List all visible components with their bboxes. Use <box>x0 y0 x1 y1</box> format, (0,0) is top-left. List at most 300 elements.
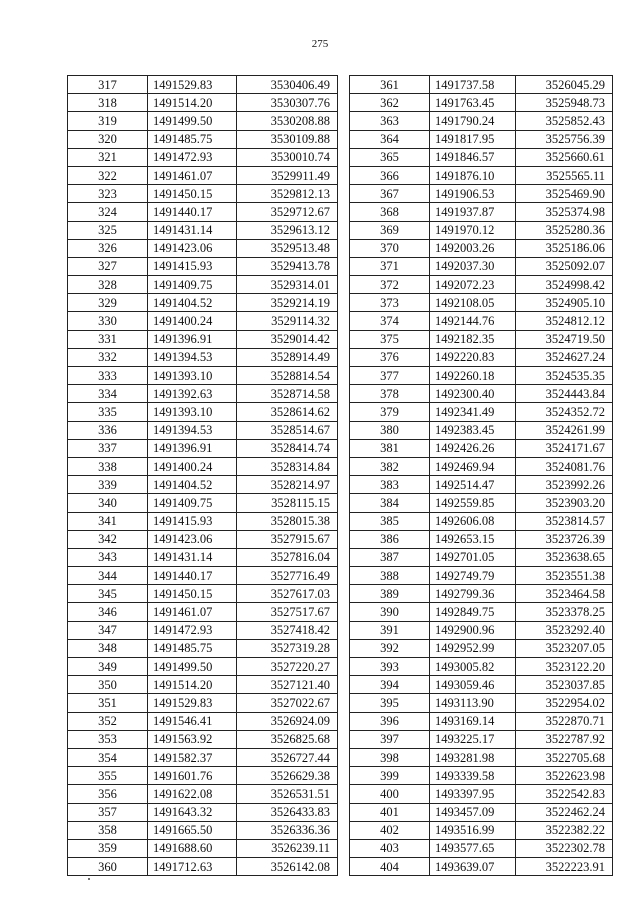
y-coordinate-cell: 3524171.67 <box>516 439 613 457</box>
x-coordinate-cell: 1491737.58 <box>430 76 516 94</box>
x-coordinate-cell: 1491601.76 <box>148 767 237 785</box>
table-row <box>350 203 613 221</box>
x-coordinate-cell: 1491440.17 <box>148 567 237 585</box>
point-number-cell: 348 <box>68 639 148 657</box>
y-coordinate-cell: 3524719.50 <box>516 330 613 348</box>
x-coordinate-cell: 1493113.90 <box>430 694 516 712</box>
y-coordinate-cell: 3522382.22 <box>516 821 613 839</box>
y-coordinate-cell: 3525469.90 <box>516 185 613 203</box>
table-row <box>68 567 338 585</box>
table-row <box>350 166 613 184</box>
x-coordinate-cell: 1491790.24 <box>430 112 516 130</box>
x-coordinate-cell: 1491396.91 <box>148 330 237 348</box>
point-number-cell: 382 <box>350 457 430 475</box>
table-row <box>68 76 338 94</box>
y-coordinate-cell: 3528214.97 <box>237 476 338 494</box>
point-number-cell: 342 <box>68 530 148 548</box>
table-row <box>350 385 613 403</box>
y-coordinate-cell: 3524261.99 <box>516 421 613 439</box>
table-row <box>68 548 338 566</box>
point-number-cell: 345 <box>68 585 148 603</box>
y-coordinate-cell: 3527220.27 <box>237 658 338 676</box>
point-number-cell: 392 <box>350 639 430 657</box>
table-row <box>68 166 338 184</box>
point-number-cell: 318 <box>68 94 148 112</box>
point-number-cell: 394 <box>350 676 430 694</box>
table-row <box>68 330 338 348</box>
x-coordinate-cell: 1492900.96 <box>430 621 516 639</box>
table-row <box>350 148 613 166</box>
table-row <box>350 658 613 676</box>
point-number-cell: 335 <box>68 403 148 421</box>
y-coordinate-cell: 3523551.38 <box>516 567 613 585</box>
x-coordinate-cell: 1491817.95 <box>430 130 516 148</box>
y-coordinate-cell: 3529413.78 <box>237 257 338 275</box>
y-coordinate-cell: 3522223.91 <box>516 858 613 876</box>
y-coordinate-cell: 3528314.84 <box>237 457 338 475</box>
point-number-cell: 391 <box>350 621 430 639</box>
point-number-cell: 338 <box>68 457 148 475</box>
table-row <box>68 639 338 657</box>
table-row <box>350 421 613 439</box>
table-row <box>350 276 613 294</box>
x-coordinate-cell: 1492952.99 <box>430 639 516 657</box>
x-coordinate-cell: 1491472.93 <box>148 148 237 166</box>
y-coordinate-cell: 3526629.38 <box>237 767 338 785</box>
point-number-cell: 330 <box>68 312 148 330</box>
table-row <box>350 457 613 475</box>
table-row <box>68 94 338 112</box>
y-coordinate-cell: 3526825.68 <box>237 730 338 748</box>
point-number-cell: 323 <box>68 185 148 203</box>
table-row <box>68 694 338 712</box>
x-coordinate-cell: 1491622.08 <box>148 785 237 803</box>
x-coordinate-cell: 1492606.08 <box>430 512 516 530</box>
point-number-cell: 397 <box>350 730 430 748</box>
y-coordinate-cell: 3522542.83 <box>516 785 613 803</box>
table-row <box>68 203 338 221</box>
x-coordinate-cell: 1491440.17 <box>148 203 237 221</box>
x-coordinate-cell: 1491431.14 <box>148 221 237 239</box>
x-coordinate-cell: 1493577.65 <box>430 839 516 857</box>
point-number-cell: 398 <box>350 748 430 766</box>
table-row <box>350 185 613 203</box>
point-number-cell: 354 <box>68 748 148 766</box>
x-coordinate-cell: 1491396.91 <box>148 439 237 457</box>
table-row <box>350 367 613 385</box>
table-row <box>68 439 338 457</box>
point-number-cell: 375 <box>350 330 430 348</box>
point-number-cell: 362 <box>350 94 430 112</box>
table-row <box>68 112 338 130</box>
x-coordinate-cell: 1492300.40 <box>430 385 516 403</box>
point-number-cell: 402 <box>350 821 430 839</box>
table-row <box>68 148 338 166</box>
point-number-cell: 329 <box>68 294 148 312</box>
x-coordinate-cell: 1491461.07 <box>148 166 237 184</box>
table-row <box>350 821 613 839</box>
table-row <box>350 567 613 585</box>
y-coordinate-cell: 3526924.09 <box>237 712 338 730</box>
y-coordinate-cell: 3530406.49 <box>237 76 338 94</box>
x-coordinate-cell: 1491485.75 <box>148 639 237 657</box>
x-coordinate-cell: 1492260.18 <box>430 367 516 385</box>
point-number-cell: 325 <box>68 221 148 239</box>
point-number-cell: 403 <box>350 839 430 857</box>
y-coordinate-cell: 3523814.57 <box>516 512 613 530</box>
point-number-cell: 404 <box>350 858 430 876</box>
x-coordinate-cell: 1492701.05 <box>430 548 516 566</box>
y-coordinate-cell: 3523207.05 <box>516 639 613 657</box>
x-coordinate-cell: 1491712.63 <box>148 858 237 876</box>
point-number-cell: 343 <box>68 548 148 566</box>
y-coordinate-cell: 3524812.12 <box>516 312 613 330</box>
point-number-cell: 377 <box>350 367 430 385</box>
y-coordinate-cell: 3529911.49 <box>237 166 338 184</box>
point-number-cell: 385 <box>350 512 430 530</box>
y-coordinate-cell: 3522705.68 <box>516 748 613 766</box>
point-number-cell: 366 <box>350 166 430 184</box>
y-coordinate-cell: 3523903.20 <box>516 494 613 512</box>
y-coordinate-cell: 3522954.02 <box>516 694 613 712</box>
x-coordinate-cell: 1491643.32 <box>148 803 237 821</box>
y-coordinate-cell: 3527617.03 <box>237 585 338 603</box>
table-row <box>68 403 338 421</box>
table-row <box>350 748 613 766</box>
y-coordinate-cell: 3528614.62 <box>237 403 338 421</box>
table-row <box>350 239 613 257</box>
table-row <box>68 821 338 839</box>
x-coordinate-cell: 1493005.82 <box>430 658 516 676</box>
y-coordinate-cell: 3523726.39 <box>516 530 613 548</box>
point-number-cell: 327 <box>68 257 148 275</box>
point-number-cell: 317 <box>68 76 148 94</box>
x-coordinate-cell: 1491415.93 <box>148 512 237 530</box>
point-number-cell: 334 <box>68 385 148 403</box>
point-number-cell: 373 <box>350 294 430 312</box>
point-number-cell: 357 <box>68 803 148 821</box>
y-coordinate-cell: 3529214.19 <box>237 294 338 312</box>
scan-speck <box>88 878 90 880</box>
y-coordinate-cell: 3525280.36 <box>516 221 613 239</box>
x-coordinate-cell: 1492037.30 <box>430 257 516 275</box>
point-number-cell: 376 <box>350 348 430 366</box>
x-coordinate-cell: 1491404.52 <box>148 294 237 312</box>
point-number-cell: 337 <box>68 439 148 457</box>
table-row <box>68 367 338 385</box>
y-coordinate-cell: 3525092.07 <box>516 257 613 275</box>
point-number-cell: 351 <box>68 694 148 712</box>
point-number-cell: 390 <box>350 603 430 621</box>
x-coordinate-cell: 1492514.47 <box>430 476 516 494</box>
table-row <box>350 839 613 857</box>
point-number-cell: 386 <box>350 530 430 548</box>
point-number-cell: 358 <box>68 821 148 839</box>
y-coordinate-cell: 3526045.29 <box>516 76 613 94</box>
y-coordinate-cell: 3524905.10 <box>516 294 613 312</box>
x-coordinate-cell: 1491409.75 <box>148 276 237 294</box>
y-coordinate-cell: 3526531.51 <box>237 785 338 803</box>
table-row <box>68 348 338 366</box>
point-number-cell: 321 <box>68 148 148 166</box>
y-coordinate-cell: 3528015.38 <box>237 512 338 530</box>
y-coordinate-cell: 3527716.49 <box>237 567 338 585</box>
x-coordinate-cell: 1491846.57 <box>430 148 516 166</box>
page-number: 275 <box>311 38 329 50</box>
point-number-cell: 339 <box>68 476 148 494</box>
table-row <box>68 221 338 239</box>
x-coordinate-cell: 1491499.50 <box>148 112 237 130</box>
x-coordinate-cell: 1491514.20 <box>148 676 237 694</box>
x-coordinate-cell: 1492144.76 <box>430 312 516 330</box>
y-coordinate-cell: 3528914.49 <box>237 348 338 366</box>
y-coordinate-cell: 3523292.40 <box>516 621 613 639</box>
y-coordinate-cell: 3524352.72 <box>516 403 613 421</box>
point-number-cell: 365 <box>350 148 430 166</box>
point-number-cell: 369 <box>350 221 430 239</box>
point-number-cell: 367 <box>350 185 430 203</box>
point-number-cell: 359 <box>68 839 148 857</box>
table-row <box>68 676 338 694</box>
table-row <box>68 385 338 403</box>
y-coordinate-cell: 3529314.01 <box>237 276 338 294</box>
point-number-cell: 322 <box>68 166 148 184</box>
table-row <box>68 839 338 857</box>
point-number-cell: 383 <box>350 476 430 494</box>
table-row <box>68 712 338 730</box>
point-number-cell: 332 <box>68 348 148 366</box>
point-number-cell: 347 <box>68 621 148 639</box>
table-row <box>68 312 338 330</box>
table-row <box>68 858 338 876</box>
y-coordinate-cell: 3523122.20 <box>516 658 613 676</box>
table-row <box>68 457 338 475</box>
table-row <box>68 730 338 748</box>
table-row <box>68 512 338 530</box>
x-coordinate-cell: 1491472.93 <box>148 621 237 639</box>
table-row <box>350 530 613 548</box>
table-row <box>350 494 613 512</box>
x-coordinate-cell: 1491415.93 <box>148 257 237 275</box>
x-coordinate-cell: 1491876.10 <box>430 166 516 184</box>
y-coordinate-cell: 3530307.76 <box>237 94 338 112</box>
table-row <box>350 730 613 748</box>
point-number-cell: 326 <box>68 239 148 257</box>
x-coordinate-cell: 1491499.50 <box>148 658 237 676</box>
x-coordinate-cell: 1491688.60 <box>148 839 237 857</box>
x-coordinate-cell: 1492559.85 <box>430 494 516 512</box>
table-row <box>68 130 338 148</box>
point-number-cell: 353 <box>68 730 148 748</box>
point-number-cell: 356 <box>68 785 148 803</box>
table-row <box>350 76 613 94</box>
table-row <box>350 294 613 312</box>
y-coordinate-cell: 3526433.83 <box>237 803 338 821</box>
y-coordinate-cell: 3527915.67 <box>237 530 338 548</box>
table-row <box>350 712 613 730</box>
x-coordinate-cell: 1493639.07 <box>430 858 516 876</box>
point-number-cell: 372 <box>350 276 430 294</box>
x-coordinate-cell: 1491461.07 <box>148 603 237 621</box>
y-coordinate-cell: 3526142.08 <box>237 858 338 876</box>
table-row <box>68 585 338 603</box>
table-row <box>68 294 338 312</box>
y-coordinate-cell: 3529014.42 <box>237 330 338 348</box>
x-coordinate-cell: 1491400.24 <box>148 457 237 475</box>
point-number-cell: 378 <box>350 385 430 403</box>
x-coordinate-cell: 1491546.41 <box>148 712 237 730</box>
point-number-cell: 336 <box>68 421 148 439</box>
y-coordinate-cell: 3529613.12 <box>237 221 338 239</box>
table-row <box>68 257 338 275</box>
y-coordinate-cell: 3527418.42 <box>237 621 338 639</box>
table-row <box>350 803 613 821</box>
table-row <box>350 257 613 275</box>
table-row <box>68 803 338 821</box>
x-coordinate-cell: 1492849.75 <box>430 603 516 621</box>
table-row <box>350 548 613 566</box>
x-coordinate-cell: 1493516.99 <box>430 821 516 839</box>
y-coordinate-cell: 3530109.88 <box>237 130 338 148</box>
x-coordinate-cell: 1491431.14 <box>148 548 237 566</box>
point-number-cell: 360 <box>68 858 148 876</box>
point-number-cell: 371 <box>350 257 430 275</box>
point-number-cell: 319 <box>68 112 148 130</box>
y-coordinate-cell: 3525565.11 <box>516 166 613 184</box>
table-row <box>68 276 338 294</box>
point-number-cell: 380 <box>350 421 430 439</box>
x-coordinate-cell: 1491665.50 <box>148 821 237 839</box>
y-coordinate-cell: 3528414.74 <box>237 439 338 457</box>
point-number-cell: 401 <box>350 803 430 821</box>
table-row <box>68 767 338 785</box>
x-coordinate-cell: 1491404.52 <box>148 476 237 494</box>
x-coordinate-cell: 1493457.09 <box>430 803 516 821</box>
table-row <box>350 767 613 785</box>
x-coordinate-cell: 1491563.92 <box>148 730 237 748</box>
table-row <box>350 476 613 494</box>
table-row <box>68 421 338 439</box>
table-row <box>350 130 613 148</box>
point-number-cell: 340 <box>68 494 148 512</box>
y-coordinate-cell: 3522623.98 <box>516 767 613 785</box>
y-coordinate-cell: 3530208.88 <box>237 112 338 130</box>
point-number-cell: 389 <box>350 585 430 603</box>
x-coordinate-cell: 1492220.83 <box>430 348 516 366</box>
x-coordinate-cell: 1491409.75 <box>148 494 237 512</box>
table-row <box>350 603 613 621</box>
y-coordinate-cell: 3522462.24 <box>516 803 613 821</box>
x-coordinate-cell: 1491392.63 <box>148 385 237 403</box>
point-number-cell: 379 <box>350 403 430 421</box>
y-coordinate-cell: 3527517.67 <box>237 603 338 621</box>
x-coordinate-cell: 1492653.15 <box>430 530 516 548</box>
point-number-cell: 324 <box>68 203 148 221</box>
table-row <box>350 403 613 421</box>
y-coordinate-cell: 3524535.35 <box>516 367 613 385</box>
y-coordinate-cell: 3529812.13 <box>237 185 338 203</box>
x-coordinate-cell: 1491393.10 <box>148 367 237 385</box>
coordinate-table-left <box>67 75 338 876</box>
y-coordinate-cell: 3527319.28 <box>237 639 338 657</box>
y-coordinate-cell: 3524998.42 <box>516 276 613 294</box>
x-coordinate-cell: 1491529.83 <box>148 76 237 94</box>
y-coordinate-cell: 3525660.61 <box>516 148 613 166</box>
x-coordinate-cell: 1492072.23 <box>430 276 516 294</box>
y-coordinate-cell: 3523037.85 <box>516 676 613 694</box>
point-number-cell: 388 <box>350 567 430 585</box>
table-row <box>68 476 338 494</box>
y-coordinate-cell: 3523464.58 <box>516 585 613 603</box>
x-coordinate-cell: 1492003.26 <box>430 239 516 257</box>
table-row <box>350 676 613 694</box>
x-coordinate-cell: 1492469.94 <box>430 457 516 475</box>
x-coordinate-cell: 1493339.58 <box>430 767 516 785</box>
x-coordinate-cell: 1492749.79 <box>430 567 516 585</box>
y-coordinate-cell: 3527022.67 <box>237 694 338 712</box>
x-coordinate-cell: 1493225.17 <box>430 730 516 748</box>
point-number-cell: 361 <box>350 76 430 94</box>
x-coordinate-cell: 1491400.24 <box>148 312 237 330</box>
y-coordinate-cell: 3524443.84 <box>516 385 613 403</box>
y-coordinate-cell: 3525756.39 <box>516 130 613 148</box>
y-coordinate-cell: 3528814.54 <box>237 367 338 385</box>
x-coordinate-cell: 1493397.95 <box>430 785 516 803</box>
point-number-cell: 384 <box>350 494 430 512</box>
x-coordinate-cell: 1491423.06 <box>148 239 237 257</box>
point-number-cell: 349 <box>68 658 148 676</box>
table-row <box>350 439 613 457</box>
x-coordinate-cell: 1493059.46 <box>430 676 516 694</box>
table-row <box>350 312 613 330</box>
point-number-cell: 331 <box>68 330 148 348</box>
y-coordinate-cell: 3527121.40 <box>237 676 338 694</box>
point-number-cell: 352 <box>68 712 148 730</box>
point-number-cell: 350 <box>68 676 148 694</box>
x-coordinate-cell: 1493169.14 <box>430 712 516 730</box>
y-coordinate-cell: 3524627.24 <box>516 348 613 366</box>
x-coordinate-cell: 1491529.83 <box>148 694 237 712</box>
y-coordinate-cell: 3523638.65 <box>516 548 613 566</box>
point-number-cell: 368 <box>350 203 430 221</box>
table-row <box>350 512 613 530</box>
x-coordinate-cell: 1492799.36 <box>430 585 516 603</box>
point-number-cell: 395 <box>350 694 430 712</box>
table-body-left <box>68 76 338 876</box>
y-coordinate-cell: 3523378.25 <box>516 603 613 621</box>
x-coordinate-cell: 1491970.12 <box>430 221 516 239</box>
point-number-cell: 320 <box>68 130 148 148</box>
y-coordinate-cell: 3524081.76 <box>516 457 613 475</box>
y-coordinate-cell: 3529114.32 <box>237 312 338 330</box>
table-row <box>350 112 613 130</box>
x-coordinate-cell: 1491514.20 <box>148 94 237 112</box>
y-coordinate-cell: 3529513.48 <box>237 239 338 257</box>
point-number-cell: 400 <box>350 785 430 803</box>
table-row <box>68 530 338 548</box>
table-row <box>350 694 613 712</box>
point-number-cell: 344 <box>68 567 148 585</box>
table-row <box>350 221 613 239</box>
point-number-cell: 393 <box>350 658 430 676</box>
x-coordinate-cell: 1492383.45 <box>430 421 516 439</box>
point-number-cell: 399 <box>350 767 430 785</box>
table-row <box>350 639 613 657</box>
table-row <box>350 585 613 603</box>
table-row <box>350 785 613 803</box>
y-coordinate-cell: 3525852.43 <box>516 112 613 130</box>
point-number-cell: 333 <box>68 367 148 385</box>
